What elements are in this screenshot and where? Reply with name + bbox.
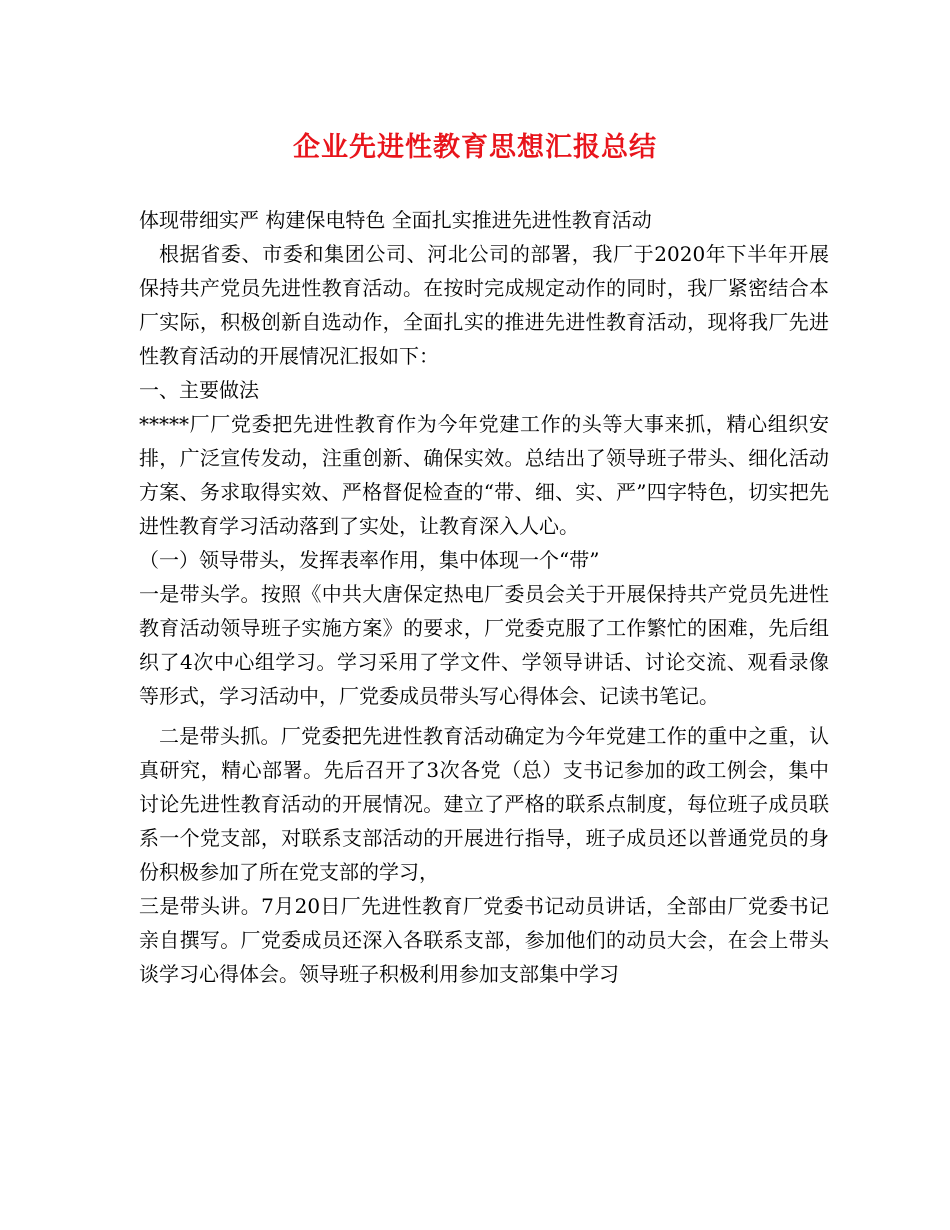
body-paragraph: 一是带头学。按照《中共大唐保定热电厂委员会关于开展保持共产党员先进性教育活动领导班子实施方案》的要求，厂党委克服了工作繁忙的困难，先后组织了4次中心组学习。学习采用了学文件、学领导讲话、讨论交流、观看录像等形式，学习活动中，厂党委成员带头写心得体会、记读书笔记。 [139,582,829,708]
intro-paragraph: 根据省委、市委和集团公司、河北公司的部署，我厂于2020年下半年开展保持共产党员先进性教育活动。在按时完成规定动作的同时，我厂紧密结合本厂实际，积极创新自选动作，全面扎实的推进先进性教育活动，现将我厂先进性教育活动的开展情况汇报如下： [139,242,829,368]
body-paragraph: 二是带头抓。厂党委把先进性教育活动确定为今年党建工作的重中之重，认真研究，精心部署。先后召开了3次各党（总）支书记参加的政工例会，集中讨论先进性教育活动的开展情况。建立了严格的联系点制度，每位班子成员联系一个党支部，对联系支部活动的开展进行指导，班子成员还以普通党员的身份积极参加了所在党支部的学习， [139,724,829,884]
subsection-heading: （一）领导带头，发挥表率作用，集中体现一个“带” [139,548,600,572]
document-title: 企业先进性教育思想汇报总结 [293,132,657,163]
body-paragraph: 三是带头讲。7月20日厂先进性教育厂党委书记动员讲话，全部由厂党委书记亲自撰写。厂党委成员还深入各联系支部，参加他们的动员大会，在会上带头谈学习心得体会。领导班子积极利用参加支部集中学习 [139,894,829,986]
section-heading: 一、主要做法 [139,378,259,402]
document-body [139,203,829,991]
subtitle-paragraph: 体现带细实严 构建保电特色 全面扎实推进先进性教育活动 [139,208,652,232]
body-paragraph: *****厂厂党委把先进性教育作为今年党建工作的头等大事来抓，精心组织安排，广泛宣传发动，注重创新、确保实效。总结出了领导班子带头、细化活动方案、务求取得实效、严格督促检查的“带、细、实、严”四字特色，切实把先进性教育学习活动落到了实处，让教育深入人心。 [139,412,829,538]
